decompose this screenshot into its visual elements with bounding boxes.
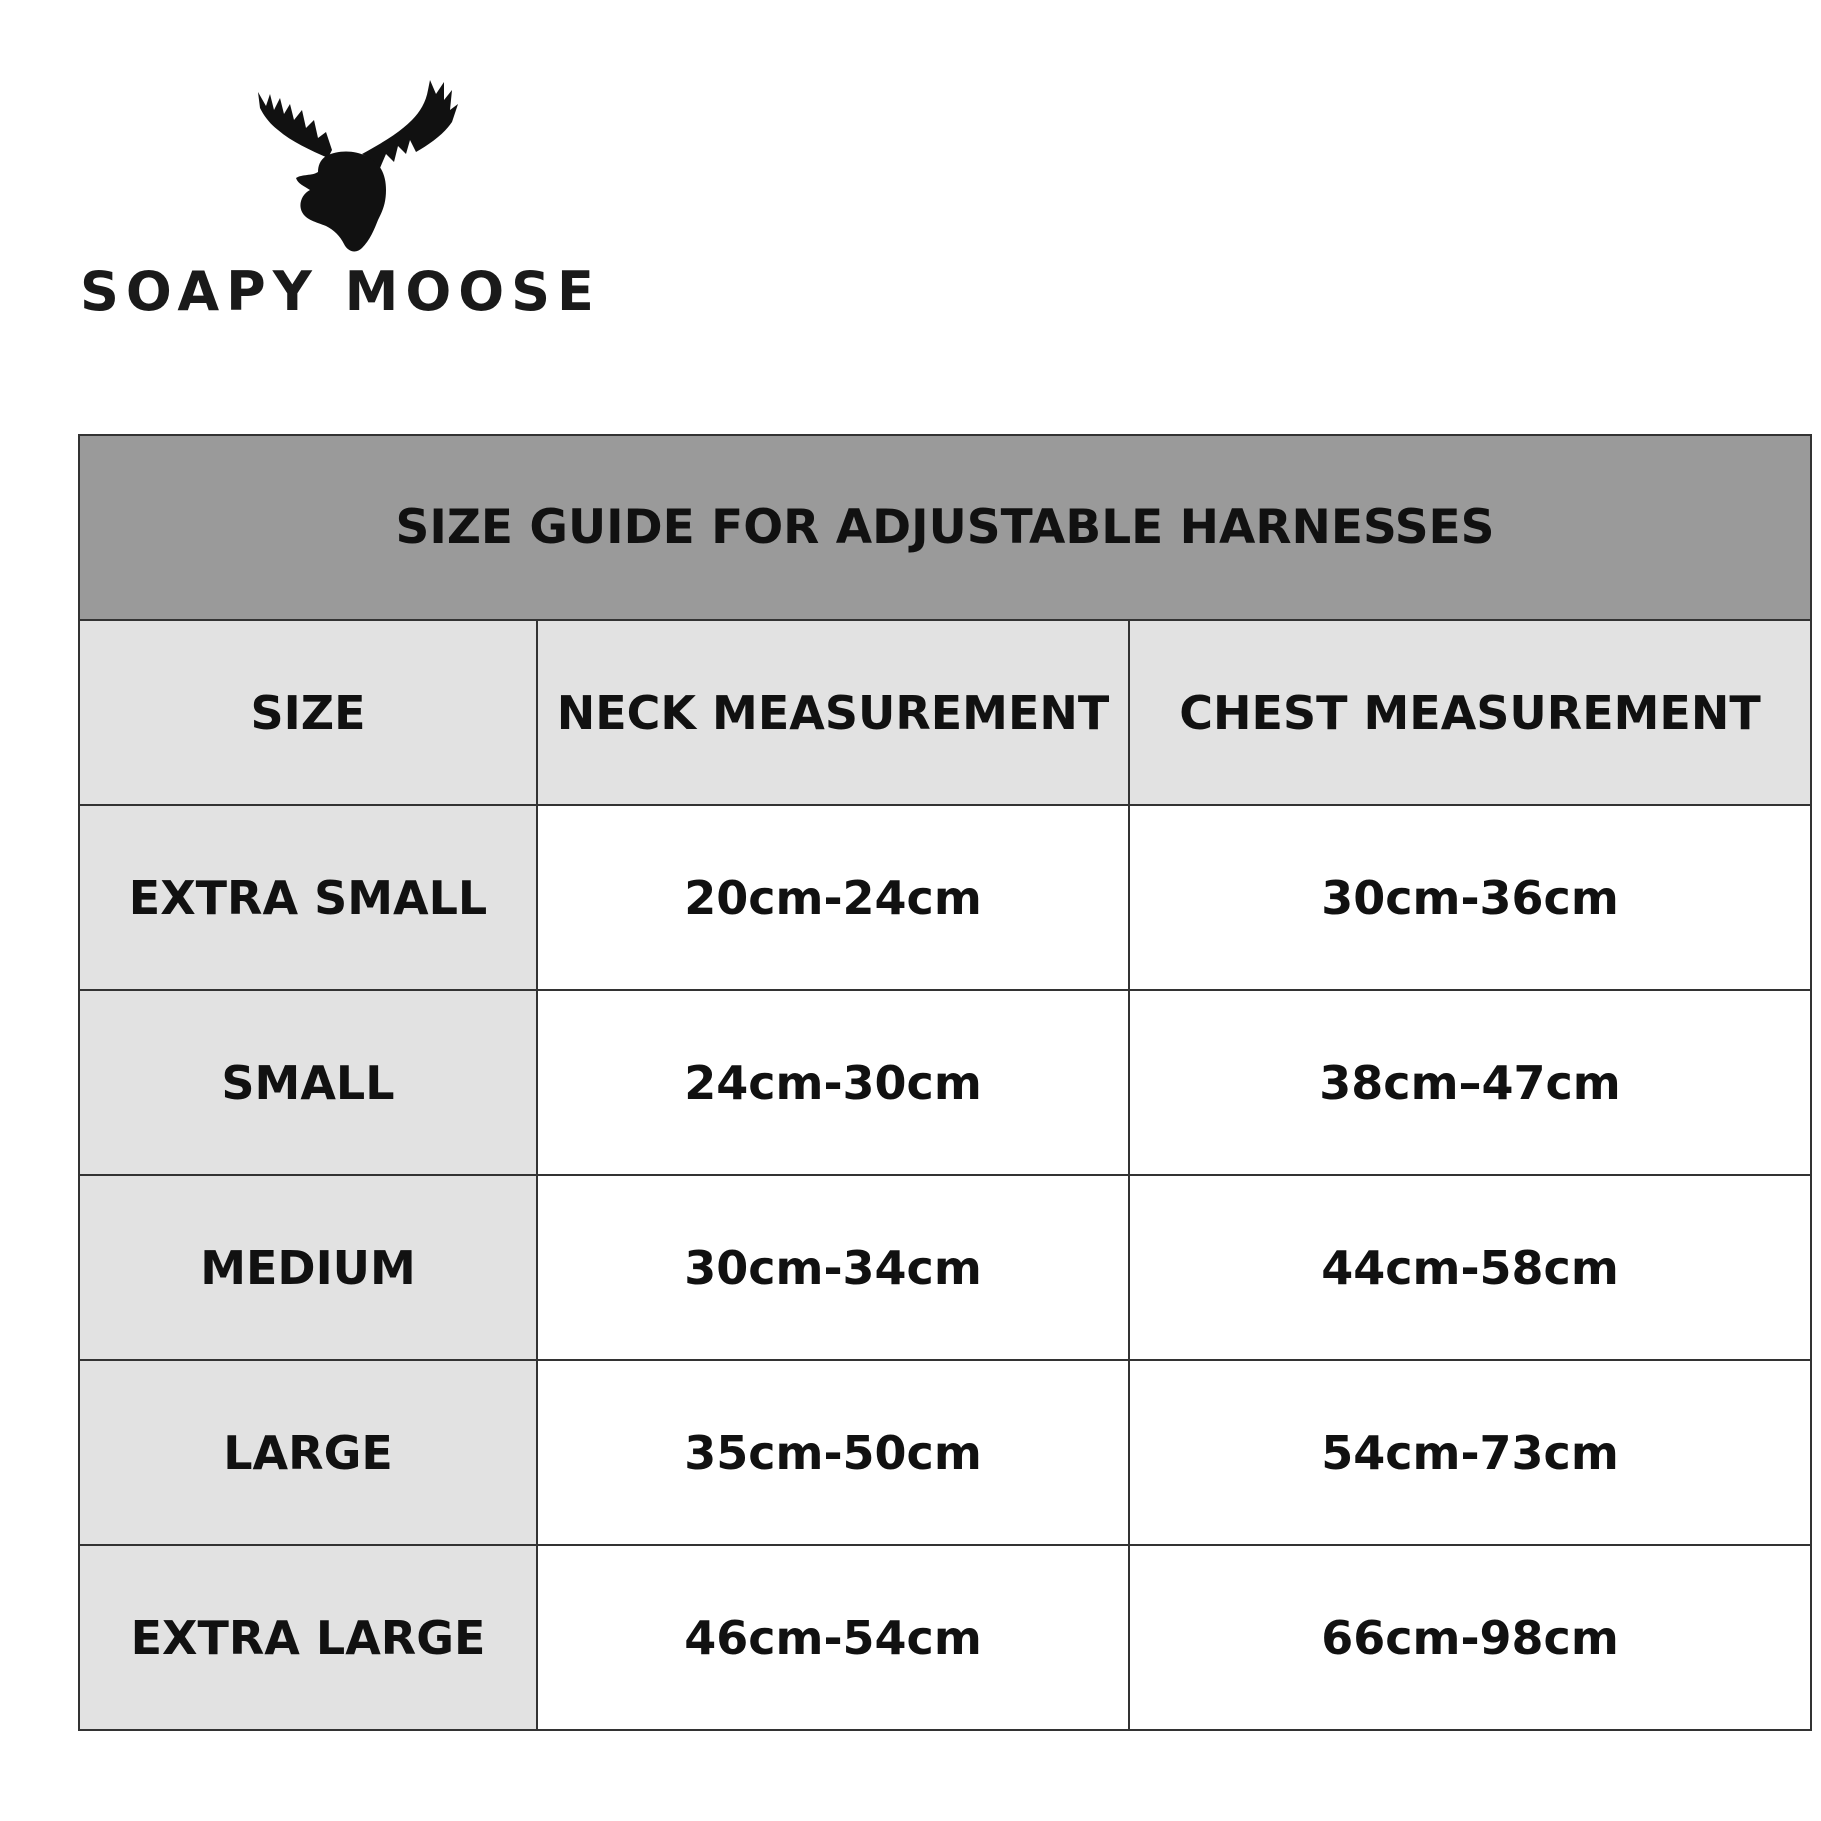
header-size: SIZE [79,620,537,805]
neck-cell: 46cm-54cm [537,1545,1129,1730]
size-cell: MEDIUM [79,1175,537,1360]
size-guide-table [78,434,1812,1731]
chest-cell: 38cm–47cm [1129,990,1811,1175]
table-row [79,805,1811,990]
chest-cell: 30cm-36cm [1129,805,1811,990]
table-row [79,1175,1811,1360]
size-cell: LARGE [79,1360,537,1545]
table-row [79,990,1811,1175]
header-chest-measurement: CHEST MEASUREMENT [1129,620,1811,805]
size-cell: SMALL [79,990,537,1175]
table-title: SIZE GUIDE FOR ADJUSTABLE HARNESSES [79,435,1811,620]
moose-head-icon [230,80,460,255]
chest-cell: 66cm-98cm [1129,1545,1811,1730]
header-neck-measurement: NECK MEASUREMENT [537,620,1129,805]
chest-cell: 54cm-73cm [1129,1360,1811,1545]
neck-cell: 24cm-30cm [537,990,1129,1175]
table-row [79,1545,1811,1730]
neck-cell: 20cm-24cm [537,805,1129,990]
size-cell: EXTRA LARGE [79,1545,537,1730]
header-row [79,620,1811,805]
title-row [79,435,1811,620]
neck-cell: 30cm-34cm [537,1175,1129,1360]
chest-cell: 44cm-58cm [1129,1175,1811,1360]
size-cell: EXTRA SMALL [79,805,537,990]
table-row [79,1360,1811,1545]
brand-logo [80,80,601,330]
brand-name: SOAPY MOOSE [80,260,601,323]
neck-cell: 35cm-50cm [537,1360,1129,1545]
